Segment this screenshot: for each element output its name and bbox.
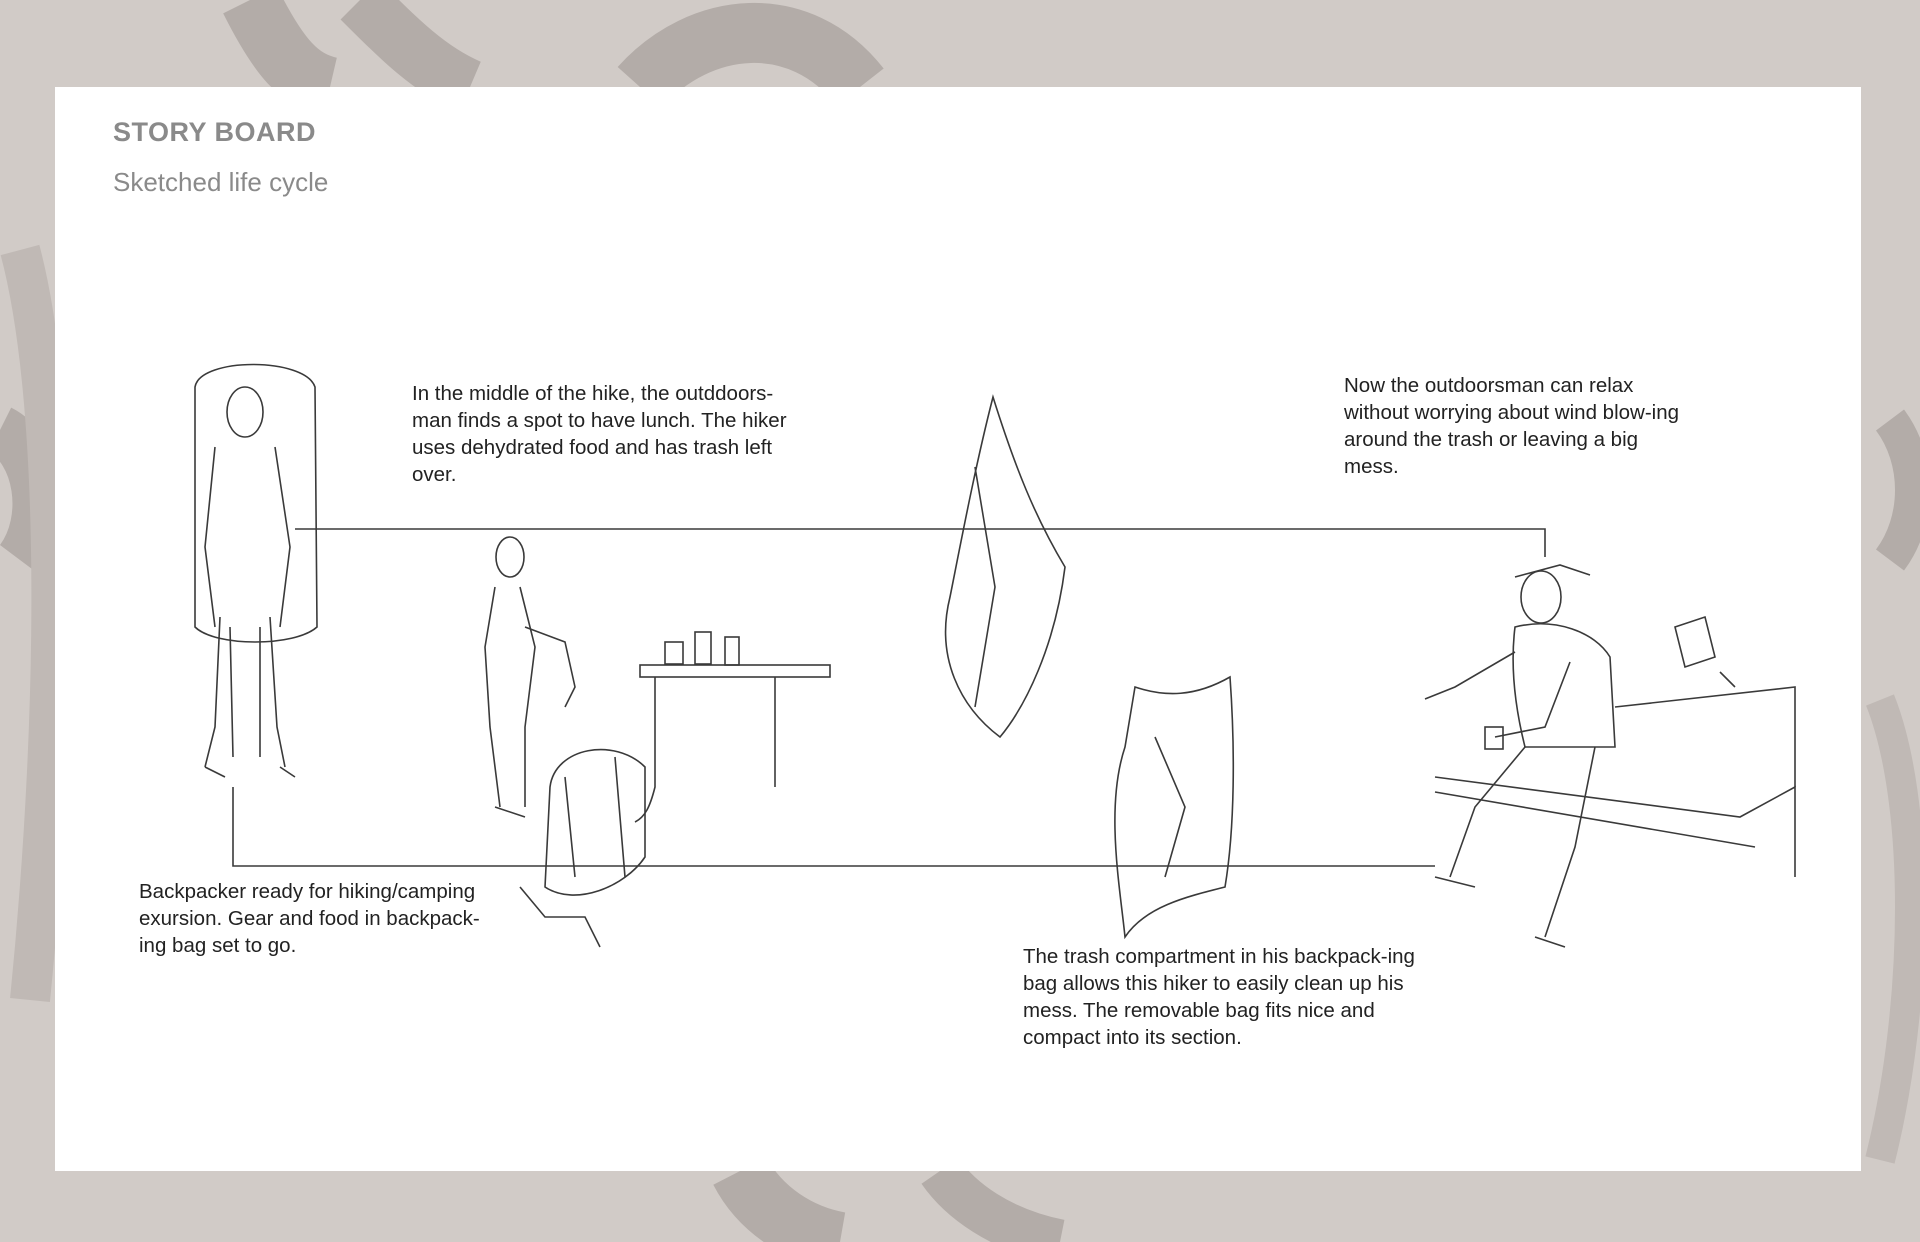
picnic-table xyxy=(635,632,830,822)
hiker-lunch-figure xyxy=(485,537,575,817)
backpacker-figure xyxy=(195,365,317,778)
caption-panel-4: Now the outdoorsman can relax without worrying about wind blow-ing around the trash or leaving a big mess. xyxy=(1344,374,1680,478)
seated-outdoorsman-figure xyxy=(1425,565,1615,947)
caption-panel-2: In the middle of the hike, the outddoors-man finds a spot to have lunch. The hiker uses dehydrated food and has trash left over. xyxy=(412,382,787,486)
bench-ledge xyxy=(1435,687,1795,877)
caption-panel-3: The trash compartment in his backpack-ing bag allows this hiker to easily clean up his mess. The removable bag fits nice and compact into its section. xyxy=(1023,945,1415,1049)
open-backpack xyxy=(520,750,645,947)
trash-bag-upper xyxy=(946,397,1065,737)
storyboard-sketch-illustration xyxy=(55,87,1861,1171)
stowed-bag-icon xyxy=(1675,617,1735,687)
page-title: STORY BOARD xyxy=(113,117,317,147)
trash-bag-lower xyxy=(1115,677,1233,937)
connector-lines xyxy=(233,529,1545,866)
storyboard-card xyxy=(55,87,1861,1171)
page-subtitle: Sketched life cycle xyxy=(113,167,329,197)
caption-panel-1: Backpacker ready for hiking/camping exursion. Gear and food in backpack-ing bag set to go. xyxy=(139,880,480,957)
